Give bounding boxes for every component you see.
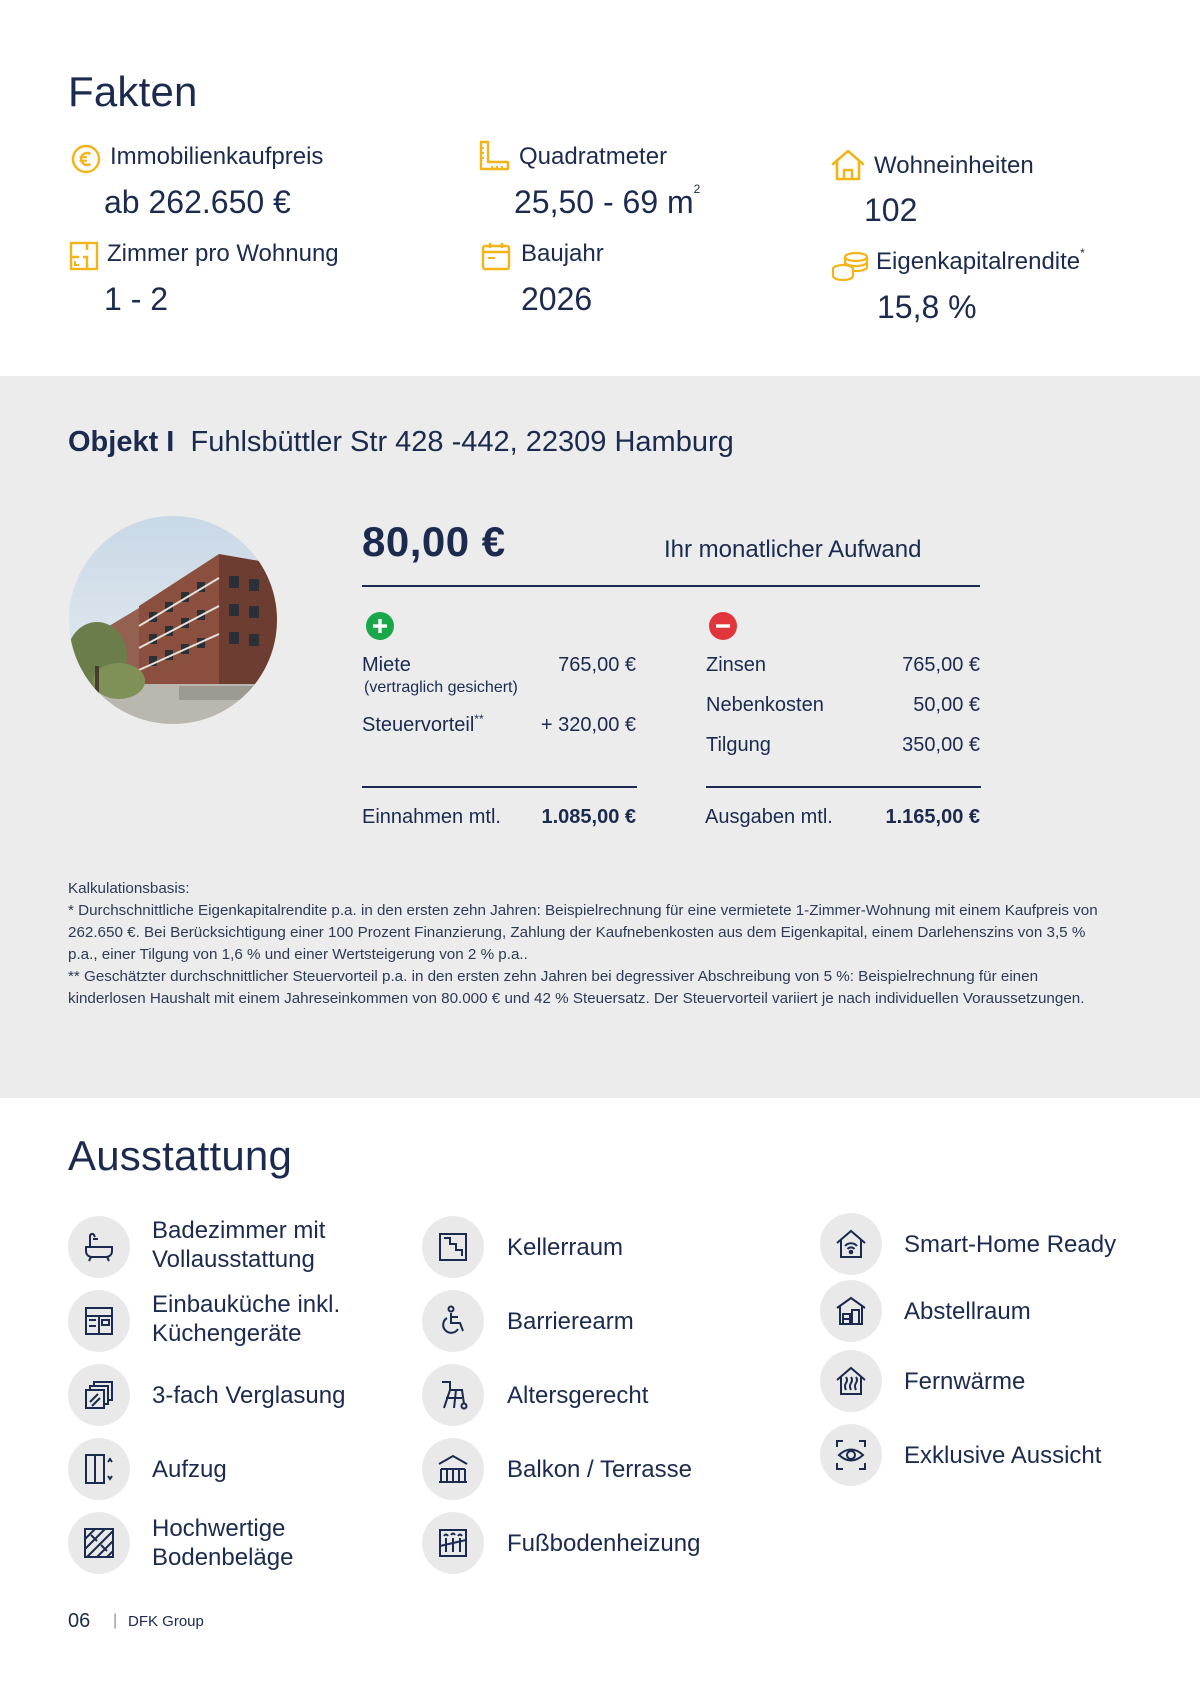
wheelchair-icon	[436, 1304, 470, 1338]
window-glazing-icon	[82, 1378, 116, 1412]
feature-kellerraum	[422, 1216, 484, 1278]
feature-label-fernwaerme: Fernwärme	[904, 1368, 1026, 1395]
floor-heating-icon	[436, 1526, 470, 1560]
feature-label-balkon: Balkon / Terrasse	[507, 1456, 692, 1483]
income-total-value: 1.085,00 €	[541, 806, 636, 828]
feature-label-kueche-line2: Küchengeräte	[152, 1320, 302, 1347]
building-photo	[69, 516, 277, 724]
income-label-miete: Miete	[362, 654, 411, 676]
house-icon	[830, 148, 866, 182]
fact-label-baujahr: Baujahr	[521, 240, 604, 267]
district-heating-icon	[834, 1364, 868, 1398]
feature-label-bodenbelaege-line1: Hochwertige	[152, 1515, 286, 1542]
expense-divider	[706, 786, 981, 788]
expense-label-tilgung: Tilgung	[706, 734, 771, 756]
header-divider	[362, 585, 980, 587]
coins-icon	[830, 250, 870, 282]
fact-label-rendite-sup: *	[1080, 246, 1085, 260]
fact-value-kaufpreis: ab 262.650 €	[104, 184, 291, 220]
monthly-amount: 80,00 €	[362, 518, 506, 565]
fact-value-zimmer: 1 - 2	[104, 281, 169, 317]
feature-abstellraum	[820, 1280, 882, 1342]
fact-kaufpreis	[70, 143, 102, 180]
feature-altersgerecht	[422, 1364, 484, 1426]
expense-total-value: 1.165,00 €	[885, 806, 980, 828]
expense-value-zinsen: 765,00 €	[902, 654, 980, 676]
feature-fernwaerme	[820, 1350, 882, 1412]
ruler-icon	[478, 140, 510, 172]
fact-zimmer	[68, 240, 100, 277]
feature-label-kueche-line1: Einbauküche inkl.	[152, 1291, 341, 1318]
fact-label-wohneinheiten: Wohneinheiten	[874, 152, 1034, 179]
fact-wohneinheiten	[830, 148, 866, 187]
facts-title: Fakten	[68, 68, 198, 115]
note-steuervorteil: ** Geschätzter durchschnittlicher Steuervorteil p.a. in den ersten zehn Jahren bei degressiver Abschreibung von 5 %: Beispielrechnung für einen kinderlosen Haushalt mit einem Jahreseinkommen von 80.000 € und 42 % Steuersatz. Der Steuervorteil variiert je nach individuellen Voraussetzungen.	[68, 968, 1085, 1007]
expense-label-zinsen: Zinsen	[706, 654, 767, 676]
feature-label-smart-home: Smart-Home Ready	[904, 1231, 1117, 1258]
feature-label-aufzug: Aufzug	[152, 1456, 227, 1483]
fact-label-quadratmeter: Quadratmeter	[519, 143, 668, 170]
footer-separator: |	[113, 1612, 118, 1629]
floorplan-icon	[68, 240, 100, 272]
feature-label-bodenbelaege	[152, 1514, 293, 1572]
feature-label-badezimmer-line1: Badezimmer mit	[152, 1217, 326, 1244]
feature-aussicht	[820, 1424, 882, 1486]
feature-kueche	[68, 1290, 130, 1352]
income-total-label: Einnahmen mtl.	[362, 806, 501, 828]
feature-aufzug	[68, 1438, 130, 1500]
fact-label-rendite-text: Eigenkapitalrendite	[876, 248, 1081, 275]
fact-value-rendite: 15,8 %	[877, 289, 977, 325]
page-number: 06	[68, 1610, 91, 1632]
objekt-prefix: Objekt I	[68, 426, 175, 458]
fact-value-quadratmeter-text: 25,50 - 69 m	[514, 184, 694, 220]
minus-icon	[709, 612, 737, 640]
income-value-miete: 765,00 €	[558, 654, 636, 676]
feature-badezimmer	[68, 1216, 130, 1278]
calendar-icon	[480, 240, 512, 272]
expense-value-nebenkosten: 50,00 €	[913, 694, 980, 716]
bathtub-icon	[82, 1230, 116, 1264]
feature-barrierearm	[422, 1290, 484, 1352]
feature-bodenbelaege	[68, 1512, 130, 1574]
balcony-icon	[436, 1452, 470, 1486]
feature-label-verglasung: 3-fach Verglasung	[152, 1382, 346, 1409]
feature-verglasung	[68, 1364, 130, 1426]
feature-label-barrierearm: Barrierearm	[507, 1308, 634, 1335]
euro-coin-icon	[70, 143, 102, 175]
walker-icon	[436, 1378, 470, 1412]
expense-total-label: Ausgaben mtl.	[705, 806, 833, 828]
feature-label-badezimmer-line2: Vollausstattung	[152, 1246, 315, 1273]
fact-label-kaufpreis: Immobilienkaufpreis	[110, 143, 324, 170]
note-heading: Kalkulationsbasis:	[68, 880, 190, 897]
feature-label-kellerraum: Kellerraum	[507, 1234, 624, 1261]
feature-label-badezimmer	[152, 1216, 325, 1274]
feature-smart-home	[820, 1213, 882, 1275]
kitchen-icon	[82, 1304, 116, 1338]
objekt-address: Fuhlsbüttler Str 428 -442, 22309 Hamburg	[190, 426, 734, 458]
feature-label-bodenbelaege-line2: Bodenbeläge	[152, 1544, 294, 1571]
fact-value-quadratmeter-sup: 2	[693, 182, 701, 196]
feature-label-fussbodenheizung: Fußbodenheizung	[507, 1530, 701, 1557]
objekt-heading	[68, 426, 734, 459]
fact-label-zimmer: Zimmer pro Wohnung	[107, 240, 339, 267]
feature-label-kueche	[152, 1290, 340, 1348]
income-label-steuervorteil-text: Steuervorteil	[362, 714, 475, 736]
fact-value-quadratmeter	[514, 184, 700, 221]
note-eigenkapitalrendite: * Durchschnittliche Eigenkapitalrendite p.a. in den ersten zehn Jahren: Beispielrechnung für eine vermietete 1-Zimmer-Wohnung mit einem Kaufpreis von 262.650 €. Bei Berücksichtigung einer 100 Prozent Finanzierung, Zahlung der Kaufnebenkosten aus dem Eigenkapital, einem Darlehenszins von 3,5 % p.a., einer Tilgung von 1,6 % und einer Wertsteigerung von 2 % p.a..	[68, 902, 1098, 963]
income-sub-miete: (vertraglich gesichert)	[364, 679, 518, 696]
parquet-icon	[82, 1526, 116, 1560]
ausstattung-title: Ausstattung	[68, 1132, 293, 1179]
monthly-label: Ihr monatlicher Aufwand	[664, 536, 922, 563]
plus-icon	[366, 612, 394, 640]
feature-label-altersgerecht: Altersgerecht	[507, 1382, 649, 1409]
fact-label-rendite	[876, 248, 1085, 276]
fact-rendite	[830, 250, 870, 287]
smart-home-icon	[834, 1227, 868, 1261]
stairs-icon	[436, 1230, 470, 1264]
elevator-icon	[82, 1452, 116, 1486]
income-label-steuervorteil-sup: **	[474, 712, 484, 726]
footer-brand: DFK Group	[128, 1613, 204, 1630]
storage-room-icon	[834, 1294, 868, 1328]
income-divider	[362, 786, 637, 788]
fact-value-baujahr: 2026	[521, 281, 593, 317]
feature-label-aussicht: Exklusive Aussicht	[904, 1442, 1102, 1469]
calculation-notes	[68, 878, 1098, 1010]
fact-quadratmeter	[478, 140, 510, 177]
fact-baujahr	[480, 240, 512, 277]
feature-fussbodenheizung	[422, 1512, 484, 1574]
income-value-steuervorteil: + 320,00 €	[540, 714, 636, 736]
feature-label-abstellraum: Abstellraum	[904, 1298, 1031, 1325]
feature-balkon	[422, 1438, 484, 1500]
view-eye-icon	[834, 1438, 868, 1472]
fact-value-wohneinheiten: 102	[864, 192, 918, 228]
expense-value-tilgung: 350,00 €	[902, 734, 980, 756]
income-label-steuervorteil	[362, 714, 484, 737]
expense-label-nebenkosten: Nebenkosten	[706, 694, 824, 716]
